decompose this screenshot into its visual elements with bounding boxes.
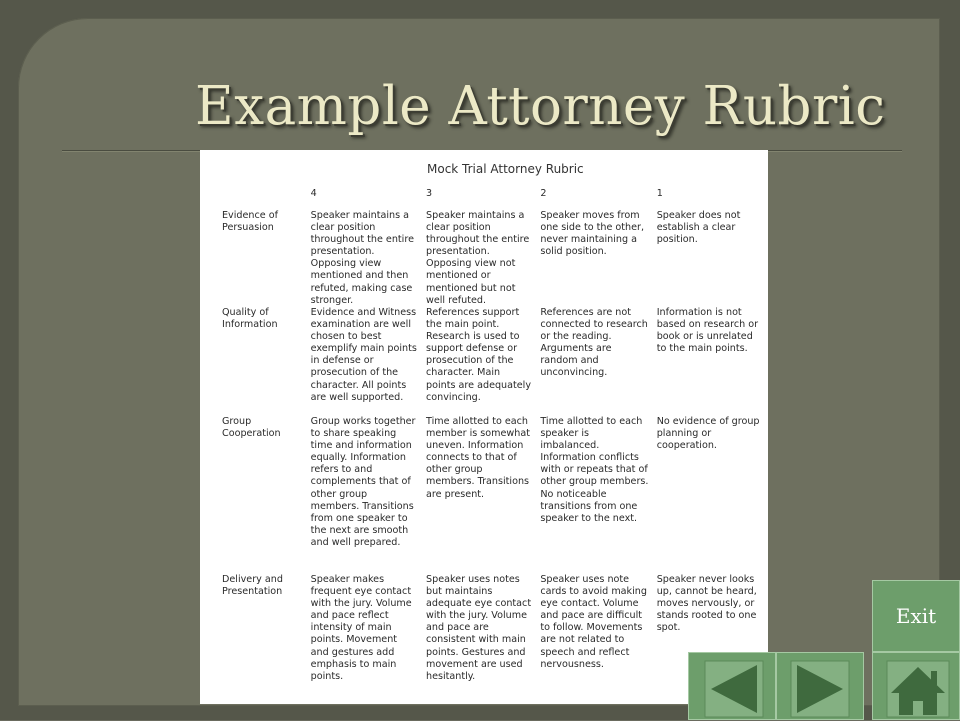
criterion-label: Quality of Information <box>222 307 278 331</box>
rubric-cell: Speaker makes frequent eye contact with the jury. Volume and pace reflect intensity of main points. Movement and gestures add emphasis to main points. <box>310 574 412 682</box>
rubric-cell: Speaker uses notes but maintains adequate eye contact with the jury. Volume and pace are consistent with main points. Gestures and movement are used hesitantly. <box>426 574 532 682</box>
triangle-left-icon <box>689 653 777 721</box>
table-row <box>218 210 768 307</box>
home-button[interactable] <box>872 652 960 720</box>
rubric-document <box>200 150 768 704</box>
forward-button[interactable] <box>776 652 864 720</box>
criterion-label: Delivery and Presentation <box>222 574 283 598</box>
criterion-label: Evidence of Persuasion <box>222 210 278 234</box>
table-row <box>218 416 768 574</box>
rubric-header-row <box>218 188 768 210</box>
table-row <box>218 574 768 704</box>
rubric-cell: Speaker maintains a clear position throughout the entire presentation. Opposing view mentioned and then refuted, making case stronger. <box>310 210 414 306</box>
rubric-cell: Time allotted to each member is somewhat uneven. Information connects to that of other group members. Transitions are present. <box>426 416 530 500</box>
rubric-cell: Speaker moves from one side to the other, never maintaining a solid position. <box>540 210 645 258</box>
rubric-cell: Speaker uses note cards to avoid making eye contact. Volume and pace are difficult to follow. Movements are not related to speech and reflect nervousness. <box>540 574 647 670</box>
criterion-label: Group Cooperation <box>222 416 281 440</box>
rubric-table <box>218 188 768 704</box>
header-cell: 3 <box>426 188 433 199</box>
rubric-cell: Speaker never looks up, cannot be heard, moves nervously, or stands rooted to one spot. <box>656 574 757 634</box>
rubric-title: Mock Trial Attorney Rubric <box>427 162 584 176</box>
exit-button[interactable] <box>872 580 960 652</box>
back-button[interactable] <box>688 652 776 720</box>
table-row <box>218 307 768 416</box>
rubric-cell: Time allotted to each speaker is imbalanced. Information conflicts with or repeats that of other group members. No noticeable transitions from one speaker to the next. <box>540 416 649 524</box>
exit-label: Exit <box>895 604 937 628</box>
header-cell: 4 <box>310 188 317 199</box>
rubric-cell: Speaker does not establish a clear position. <box>656 210 741 246</box>
header-cell: 1 <box>656 188 663 199</box>
rubric-cell: References are not connected to research or the reading. Arguments are random and unconvincing. <box>540 307 648 379</box>
rubric-cell: Information is not based on research or book or is unrelated to the main points. <box>656 307 759 355</box>
header-cell <box>218 188 307 210</box>
rubric-cell: Speaker maintains a clear position throughout the entire presentation. Opposing view not mentioned or mentioned but not well refuted. <box>426 210 530 306</box>
rubric-cell: Group works together to share speaking time and information equally. Information refers to and complements that of other group members. Transitions from one speaker to the next are smooth and well prepared. <box>310 416 416 548</box>
home-icon <box>873 653 960 721</box>
rubric-cell: Evidence and Witness examination are well chosen to best exemplify main points in defense or prosecution of the character. All points are well supported. <box>310 307 417 403</box>
slide-title: Example Attorney Rubric <box>195 76 886 137</box>
rubric-cell: No evidence of group planning or cooperation. <box>656 416 760 452</box>
header-cell: 2 <box>540 188 547 199</box>
triangle-right-icon <box>777 653 865 721</box>
rubric-cell: References support the main point. Research is used to support defense or prosecution of the character. Main points are adequately convincing. <box>426 307 532 403</box>
